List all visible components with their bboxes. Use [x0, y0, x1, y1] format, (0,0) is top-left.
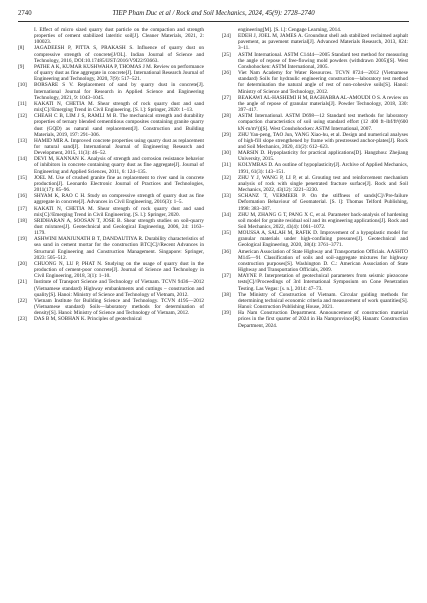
reference-text: ZHU Yan-peng, TAO Jun, YANG Xiao-hu, et al. Design and numerical analyses of high-fill slope strengthened by frame with prestressed anchor-plates[J]. Rock and Soil Mechanics, 2020, 41(2): 612–623.: [238, 131, 408, 150]
reference-entry: [222, 249, 408, 274]
reference-number: [15]: [18, 174, 27, 181]
journal-citation: TIEP Pham Duc et al / Rock and Soil Mechanics, 2024, 45(9): 2728–2740: [112, 10, 315, 17]
reference-text: EDEH J, JOEL M, JAMES A. Groundnut shell ash stabilized reclaimed asphalt pavement, as pavement material[J]. Advanced Materials Research, 2013, 824: 3–11.: [238, 33, 408, 52]
reference-text: CHUONG N, LU P, PHAT N. Studying on the usage of quarry dust in the production of cement-poor concrete[J]. Journal of Science and Technology in Civil Engineering, 2018, 3(1): 1–10.: [34, 260, 204, 280]
reference-number: [24]: [222, 33, 231, 40]
reference-entry: [222, 150, 408, 162]
reference-number: [27]: [222, 94, 231, 101]
reference-number: [17]: [18, 205, 27, 212]
reference-text: ASTM International. ASTM C1444—2005 Standard test method for measuring the angle of repose of free-flowing mold powders (withdrawn 2005)[S]. West Conshohocken: ASTM International, 2005.: [238, 51, 408, 70]
reference-text: ASHWINI MANJUNATH B T, DANDAUTIYA R. Durability characteristics of sea sand in cement mortar for the construction BTC[C]//Recent Advances in Structural Engineering and Construction Management. Singapore: Springer, 2023: 505–512.: [34, 236, 204, 261]
reference-number: [37]: [222, 273, 231, 280]
reference-entry: [222, 292, 408, 310]
reference-entry: [222, 175, 408, 193]
reference-text: KAKATI N, CHETIA M. Shear strength of rock quarry dust and sand mix[C]//Emerging Trend in Civil Engineering. [S. l.]: Springer, 2020: 1–13.: [34, 100, 204, 114]
reference-number: [20]: [18, 260, 27, 267]
reference-number: [12]: [18, 113, 27, 120]
references-right-column: [222, 27, 408, 329]
reference-entry: [222, 273, 408, 291]
reference-number: [19]: [18, 236, 27, 243]
reference-number: [18]: [18, 217, 27, 224]
reference-entry: [18, 193, 204, 205]
reference-entry: [222, 162, 408, 174]
reference-number: [35]: [222, 230, 231, 237]
reference-entry: [222, 33, 408, 51]
reference-number: [38]: [222, 291, 231, 298]
reference-number: [28]: [222, 113, 231, 120]
reference-number: [25]: [222, 51, 231, 58]
reference-text: DEVI M, KANNAN K. Analysis of strength and corrosion resistance behavior of inhibitors in concrete containing quarry dust as fine aggregate[J]. Journal of Engineering and Applied Sciences, 2011, 6: 124–135.: [34, 156, 204, 175]
reference-continuation: I. Effect of micro sized quarry dust particle on the compaction and strength properties of cement stabilized lateritic soil[J]. Cleaner Materials, 2021, 2: 100023.: [34, 27, 204, 46]
reference-number: [21]: [18, 279, 27, 286]
reference-text: DAS B M, SOBHAN K. Principles of geotechnical: [34, 316, 142, 323]
reference-entry: [222, 212, 408, 230]
reference-entry: [18, 82, 204, 100]
reference-text: ASTM International. ASTM D698—12 Standard test methods for laboratory compaction characteristics of soil using standard effort (12 400 ft–lbf/ft³(600 kN·m/m³))[S]. West Conshohocken: ASTM International, 2007.: [238, 113, 408, 132]
reference-number: [33]: [222, 193, 231, 200]
reference-number: [32]: [222, 174, 231, 181]
reference-entry: [222, 310, 408, 328]
reference-entry: [18, 113, 204, 138]
reference-number: [13]: [18, 137, 27, 144]
reference-entry: [18, 101, 204, 113]
reference-entry: [222, 230, 408, 248]
reference-entry: [18, 175, 204, 193]
reference-entry: [222, 70, 408, 95]
page-number: 2740: [18, 10, 32, 17]
reference-entry: [222, 132, 408, 150]
reference-text: ZHU Y J, WANG P, LI P, et al. Grouting test and reinforcement mechanism analysis of rock with single penetrated fracture surface[J]. Rock and Soil Mechanics, 2022, 43(12): 3221–3230.: [238, 174, 408, 194]
reference-text: HAMID MIR A. Improved concrete properties using quarry dust as replacement for natural sand[J]. International Journal of Engineering Research and Development, 2015, 11(3): 46–52.: [34, 137, 204, 157]
reference-number: [39]: [222, 310, 231, 317]
reference-text: BEAKAWI AL-HASHEMI H M, BAGHABRA AL-AMOUDI O S. A review on the angle of repose of granular materials[J]. Powder Technology, 2018, 330: 397–417.: [238, 94, 408, 114]
references-left-column: [18, 27, 204, 323]
reference-number: [34]: [222, 211, 231, 218]
reference-text: SRIDHARAN A, SOOSAN T, JOSE B. Shear strength studies on soil-quarry dust mixtures[J]. Geotechnical and Geological Engineering, 2006, 24: 1163–1179.: [34, 217, 204, 237]
reference-text: JAGADEESH P, PITTA S, PRAKASH S. Influence of quarry dust on compressive strength of concrete[J/OL]. Indian Journal of Science and Technology, 2016, DOI:10.17485/IJST/2016/V9I22/93663.: [34, 45, 204, 64]
reference-entry: [222, 113, 408, 131]
reference-entry: [18, 298, 204, 316]
reference-text: Viet Nam Academy for Water Resources. TCVN 8724—2012 (Vietnamese standard) Soils for hydraulic engineering construction—laboratory test method for determination the natural angle of rest of non-cohesive soils[S]. Hanoi: Ministry of Science and Technology, 2012.: [238, 70, 408, 95]
reference-entry: [18, 316, 204, 322]
reference-text: KAKATI N, CHETIA M. Shear strength of rock quarry dust and sand mix[C]//Emerging Trend in Civil Engineering. [S. l.]: Springer, 2020.: [34, 205, 204, 218]
reference-number: [10]: [18, 82, 27, 89]
reference-entry: [222, 193, 408, 211]
reference-text: SCHANZ T, VERMEER P. On the stiffness of sands[C]//Pre-failure Deformation Behaviour of Geomaterial. [S. l]: Thomas Telford Publishing, 1998: 383–387.: [238, 193, 408, 212]
reference-entry: [18, 138, 204, 156]
reference-text: SHYAM K, RAO C H. Study on compressive strength of quarry dust as fine aggregate in concrete[J]. Advances in Civil Engineering, 2016(3): 1–5.: [34, 193, 204, 206]
reference-number: [31]: [222, 162, 231, 169]
reference-text: Institute of Transport Science and Technology of Vietnam. TCVN 9436—2012 (Vietnamese standard) Highway embankments and cuttings – construction and quality[S]. Hanoi: Ministry of Science and Technology of Vietnam, 2012.: [34, 279, 204, 298]
reference-entry: [18, 206, 204, 218]
running-header: [18, 8, 409, 20]
reference-text: The Ministry of Construction of Vietnam. Circular guiding methods for determining technical economic criteria and measurement of work quantities[S]. Hanoi: Construction Publishing House, 2021.: [238, 291, 408, 311]
reference-entry: [222, 52, 408, 70]
reference-text: ZHU M, ZHANG G T, PANG X C, et al. Parameter back-analysis of hardening soil model for granite residual soil and its engineering applications[J]. Rock and Soil Mechanics, 2022, 43(4): 1061–1072.: [238, 211, 408, 230]
reference-number: [26]: [222, 70, 231, 77]
reference-number: [36]: [222, 248, 231, 255]
reference-continuation: engineering[M]. [S. l.]: Cengage Learning, 2014.: [238, 27, 342, 33]
reference-entry: [18, 45, 204, 63]
reference-number: [14]: [18, 156, 27, 163]
reference-text: JOEL M. Use of crushed granite fine as replacement to river sand in concrete production[J]. Leonardo Electronic Journal of Practices and Technologies, 2011(17): 85–96.: [34, 174, 204, 194]
reference-text: MOUSSA A, SALAH M, RAFIK D. Improvement of a hypoplastic model for granular materials under high-confining pressures[J]. Geotechnical and Geological Engineering, 2020, 38(4): 3761–3771.: [238, 230, 408, 249]
reference-number: [22]: [18, 297, 27, 304]
reference-text: MAYNE P. Interpretation of geotechnical parameters from seismic piezocone tests[C]//Proceedings of 3rd International Symposium on Cone Penetration Testing. Las Vegas: [s. n.], 2014: 47–73.: [238, 273, 408, 292]
header-rule: [18, 21, 409, 22]
reference-number: [16]: [18, 193, 27, 200]
reference-number: [8]: [18, 45, 25, 52]
reference-text: PATHE A K, KUMAR KUSHWAHA P, THOMAS J M. Review on performance of quarry dust as fine aggregate in concrete[J]. International Research Journal of Engineering and Technology, 2020, 7(9): 517–521.: [34, 63, 204, 83]
reference-text: American Association of State Highway and Transportation Officials. AASHTO M145—91 Classification of soils and soil–aggregate mixtures for highway construction purposes[S]. Washington D. C.: American Association of State Highway and Transportation Officials, 2009.: [238, 248, 408, 274]
reference-number: [23]: [18, 316, 27, 323]
reference-text: MARSIN D. Hypoplasticity for practical applications[D]. Hangzhou: Zhejiang University, 2015.: [238, 150, 408, 163]
reference-entry: [222, 95, 408, 113]
reference-text: BORSARE S V. Replacement of sand by quarry dust in concrete[J]. International Journal for Research in Applied Science and Engineering Technology, 2021, 9: 1043–1045.: [34, 82, 204, 101]
reference-text: CHEAH C B, LIM J S, RAMLI M B. The mechanical strength and durability properties of ternary blended cementitious composites containing granite quarry dust (GQD) as natural sand replacement[J]. Construction and Building Materials, 2019, 197: 291–306.: [34, 113, 204, 138]
reference-entry: [18, 64, 204, 82]
reference-entry: [18, 261, 204, 279]
reference-number: [29]: [222, 131, 231, 138]
reference-number: [30]: [222, 150, 231, 157]
reference-number: [9]: [18, 63, 25, 70]
reference-number: [11]: [18, 100, 27, 107]
reference-entry: [18, 156, 204, 174]
reference-entry: [18, 218, 204, 236]
reference-text: Vietnam Institute for Building Science and Technology. TCVN 4195—2012 (Vietnamese standard) Soils—laboratory methods for determination of density[S]. Hanoi: Ministry of Science and Technology of Vietnam, 2012.: [34, 297, 204, 317]
reference-text: KOLYMBAS D. An outline of hypoplasticity[J]. Archive of Applied Mechanics, 1991, 61(3): 143–151.: [238, 162, 408, 175]
reference-text: Ha Nam Construction Department. Announcement of construction material prices in the first quarter of 2024 in Ha Namprovince[R]. Hanam: Construction Department, 2024.: [238, 310, 408, 329]
reference-entry: [18, 236, 204, 261]
reference-entry: [18, 279, 204, 297]
